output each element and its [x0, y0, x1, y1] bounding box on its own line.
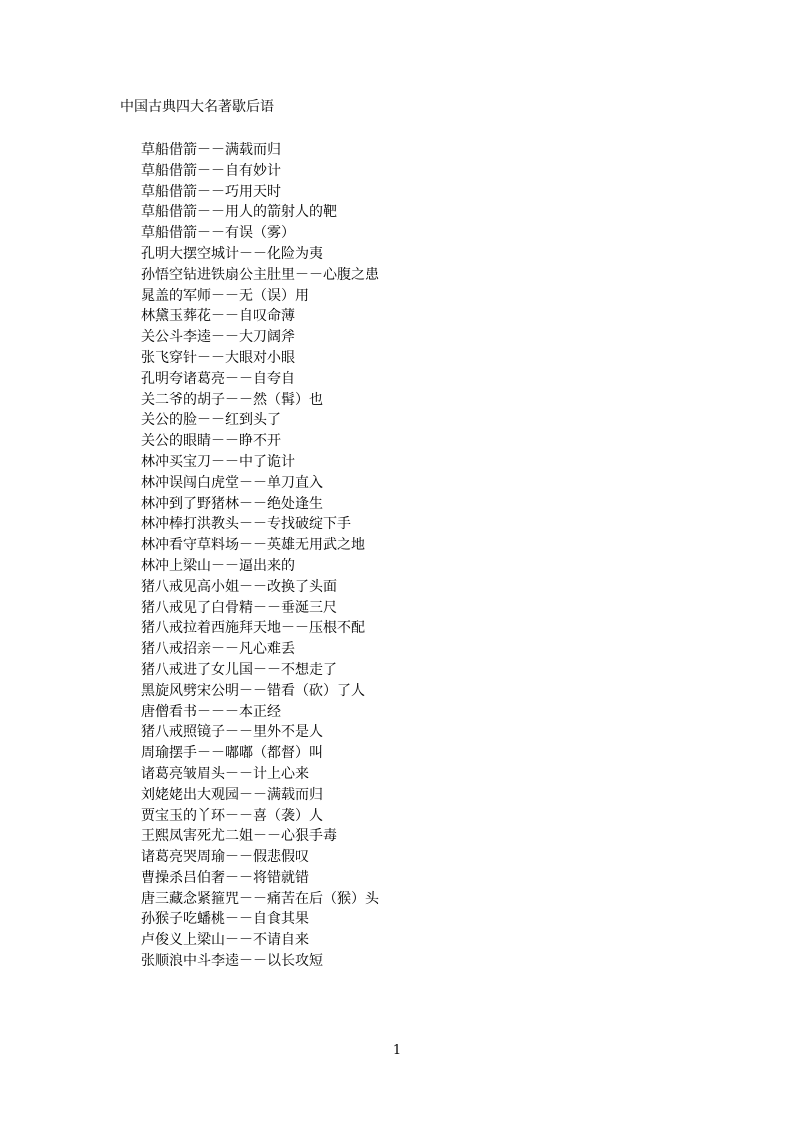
- proverb-line: 贾宝玉的丫环－－喜（袭）人: [141, 807, 323, 824]
- proverb-line: 唐三藏念紧箍咒－－痛苦在后（猴）头: [141, 890, 379, 907]
- proverb-line: 关公斗李逵－－大刀阔斧: [141, 329, 295, 346]
- proverb-line: 猪八戒见高小姐－－改换了头面: [141, 578, 337, 595]
- proverb-line: 猪八戒进了女儿国－－不想走了: [141, 661, 337, 678]
- proverb-line: 唐僧看书－－－本正经: [141, 703, 281, 720]
- proverb-line: 王熙凤害死尤二姐－－心狠手毒: [141, 828, 337, 845]
- proverb-line: 草船借箭－－满载而归: [141, 142, 281, 158]
- proverb-line: 林冲看守草料场－－英雄无用武之地: [141, 537, 365, 554]
- proverb-line: 孙悟空钻进铁扇公主肚里－－心腹之患: [141, 266, 379, 283]
- proverb-line: 关公的脸－－红到头了: [141, 412, 281, 429]
- proverb-line: 草船借箭－－巧用天时: [141, 183, 281, 200]
- proverb-line: 张飞穿针－－大眼对小眼: [141, 349, 295, 366]
- proverb-line: 周瑜摆手－－嘟嘟（都督）叫: [141, 745, 323, 762]
- proverb-line: 林黛玉葬花－－自叹命薄: [141, 308, 295, 325]
- proverb-line: 曹操杀吕伯奢－－将错就错: [141, 869, 309, 886]
- proverb-line: 猪八戒招亲－－凡心难丢: [141, 641, 295, 658]
- proverb-line: 张顺浪中斗李逵－－以长攻短: [141, 953, 323, 970]
- proverb-line: 林冲买宝刀－－中了诡计: [141, 453, 295, 470]
- document-title: 中国古典四大名著歇后语: [120, 99, 274, 115]
- proverb-line: 草船借箭－－有误（雾）: [141, 225, 295, 242]
- proverb-line: 诸葛亮皱眉头－－计上心来: [141, 765, 309, 782]
- proverb-line: 猪八戒照镜子－－里外不是人: [141, 724, 323, 741]
- proverb-line: 关二爷的胡子－－然（髯）也: [141, 391, 323, 408]
- proverb-line: 猪八戒见了白骨精－－垂涎三尺: [141, 599, 337, 616]
- proverb-line: 草船借箭－－自有妙计: [141, 162, 281, 179]
- proverb-line: 关公的眼睛－－睁不开: [141, 433, 281, 450]
- proverb-line: 孔明大摆空城计－－化险为夷: [141, 245, 323, 262]
- proverb-line: 林冲棒打洪教头－－专找破绽下手: [141, 516, 351, 533]
- proverb-line: 晁盖的军师－－无（误）用: [141, 287, 309, 304]
- proverb-line: 孔明夸诸葛亮－－自夸自: [141, 370, 295, 387]
- proverb-line: 林冲到了野猪林－－绝处逢生: [141, 495, 323, 512]
- proverb-line: 草船借箭－－用人的箭射人的靶: [141, 204, 337, 221]
- proverb-line: 刘姥姥出大观园－－满载而归: [141, 786, 323, 803]
- proverb-line: 黑旋风劈宋公明－－错看（砍）了人: [141, 682, 365, 699]
- proverb-list: [141, 140, 379, 972]
- proverb-line: 卢俊义上梁山－－不请自来: [141, 932, 309, 949]
- proverb-line: 诸葛亮哭周瑜－－假悲假叹: [141, 849, 309, 866]
- proverb-line: 林冲误闯白虎堂－－单刀直入: [141, 474, 323, 491]
- page-number: 1: [392, 1043, 402, 1058]
- proverb-line: 孙猴子吃蟠桃－－自食其果: [141, 911, 309, 928]
- proverb-line: 猪八戒拉着西施拜天地－－压根不配: [141, 620, 365, 637]
- proverb-line: 林冲上梁山－－逼出来的: [141, 557, 295, 574]
